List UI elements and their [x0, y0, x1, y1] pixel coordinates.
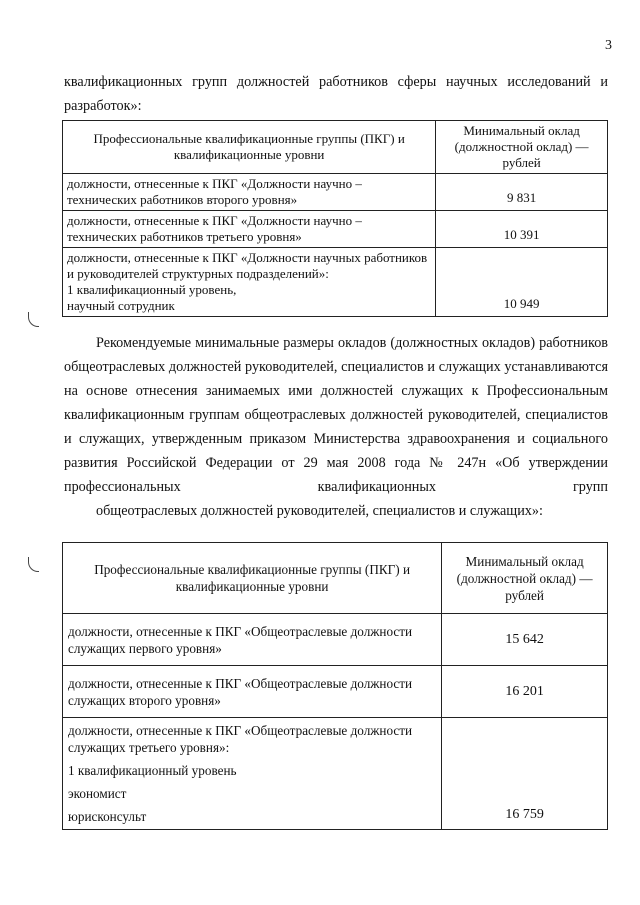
qualification-level: 1 квалификационный уровень: [68, 763, 237, 778]
position-group-title: должности, отнесенные к ПКГ «Должности научных работников и руководителей структурных подразделений»:: [67, 250, 428, 281]
table-cell-salary: 10 949: [436, 248, 608, 317]
table-cell-position: должности, отнесенные к ПКГ «Должности научно – технических работников второго уровня»: [63, 174, 436, 211]
table-row: [63, 211, 608, 248]
header-cell-groups: Профессиональные квалификационные группы (ПКГ) и квалификационные уровни: [63, 121, 436, 174]
main-paragraph-last-line: общеотраслевых должностей руководителей, специалистов и служащих»:: [96, 503, 543, 519]
main-paragraph: [64, 331, 608, 523]
table-cell-position: должности, отнесенные к ПКГ «Общеотраслевые должности служащих второго уровня»: [63, 666, 442, 718]
table-cell-salary: 9 831: [436, 174, 608, 211]
main-paragraph-body: Рекомендуемые минимальные размеры окладов (должностных окладов) работников общеотраслевых должностей руководителей, специалистов и служащих устанавливаются на основе отнесения занимаемых ими должностей служащих к Профессиональным квалификационным группам общеотраслевых должностей руководителей, специалистов и служащих, утвержденным приказом Министерства здравоохранения и социального развития Российской Федерации от 29 мая 2008 года № 247н «Об утверждении профессиональных квалификационных групп: [64, 335, 608, 495]
table-row: [63, 614, 608, 666]
margin-mark: [28, 312, 39, 327]
table-row: [63, 248, 608, 317]
table-row: [63, 718, 608, 830]
header-cell-salary: Минимальный оклад (должностной оклад) — рублей: [442, 543, 608, 614]
margin-mark: [28, 557, 39, 572]
salary-table-general: [62, 542, 608, 830]
table-cell-position: должности, отнесенные к ПКГ «Общеотраслевые должности служащих первого уровня»: [63, 614, 442, 666]
table-row: [63, 666, 608, 718]
header-cell-salary: Минимальный оклад (должностной оклад) — рублей: [436, 121, 608, 174]
position-title: экономист: [68, 786, 127, 801]
table-cell-salary: 16 759: [442, 718, 608, 830]
intro-paragraph: квалификационных групп должностей работников сферы научных исследований и разработок»:: [64, 74, 608, 114]
table-cell-position: [63, 718, 442, 830]
position-title: научный сотрудник: [67, 298, 175, 313]
qualification-level: 1 квалификационный уровень,: [67, 282, 237, 297]
table-cell-salary: 16 201: [442, 666, 608, 718]
table-cell-position: [63, 248, 436, 317]
salary-table-research: [62, 120, 608, 317]
table-header-row: [63, 543, 608, 614]
table-cell-salary: 10 391: [436, 211, 608, 248]
table-row: [63, 174, 608, 211]
table-cell-salary: 15 642: [442, 614, 608, 666]
position-group-title: должности, отнесенные к ПКГ «Общеотраслевые должности служащих третьего уровня»:: [68, 723, 413, 755]
table-header-row: [63, 121, 608, 174]
position-title: юрисконсульт: [68, 809, 147, 824]
page-number: 3: [605, 38, 612, 53]
table-cell-position: должности, отнесенные к ПКГ «Должности научно – технических работников третьего уровня»: [63, 211, 436, 248]
header-cell-groups: Профессиональные квалификационные группы (ПКГ) и квалификационные уровни: [63, 543, 442, 614]
